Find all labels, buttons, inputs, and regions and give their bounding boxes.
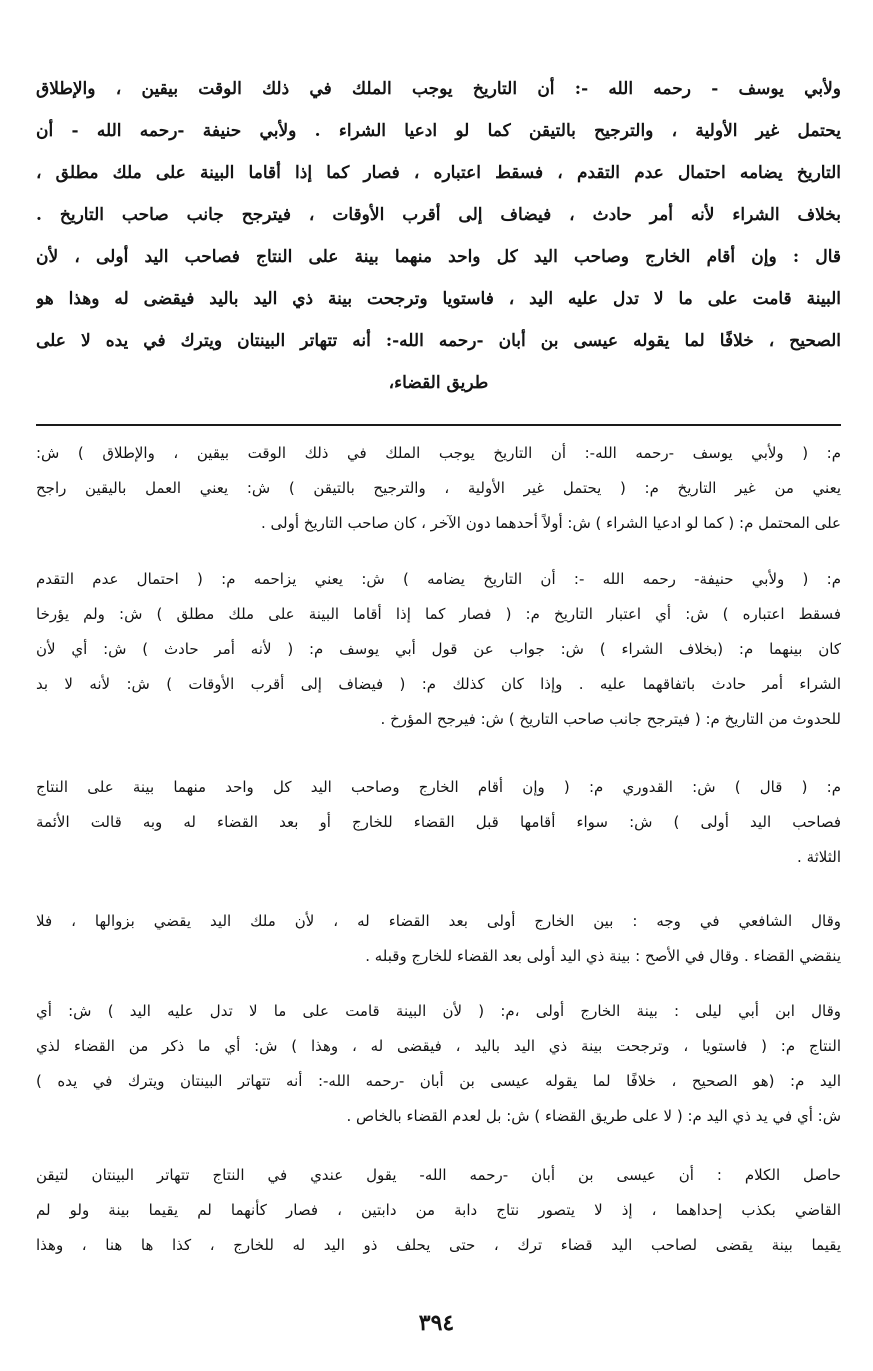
commentary-paragraph: [36, 770, 841, 875]
commentary-line: فصاحب اليد أولى ) ش: سواء أقامها قبل القضاء للخارج أو بعد القضاء له وبه قالت الأئمة: [36, 813, 841, 831]
commentary-paragraph: [36, 994, 841, 1134]
main-text-line: طريق القضاء،: [388, 373, 489, 393]
commentary-line: فسقط اعتباره ) ش: أي اعتبار التاريخ م: ( فصار كما إذا أقاما البينة على ملك مطلق ) ش: ولم يؤرخا: [36, 605, 841, 623]
commentary-paragraph: [36, 562, 841, 737]
commentary-line: م: ( ولأبي يوسف -رحمه الله-: أن التاريخ يوجب الملك في ذلك الوقت بيقين ، والإطلاق ) ش:: [36, 444, 841, 462]
commentary-paragraph: [36, 904, 841, 974]
commentary-line: النتاج م: ( فاستويا ، وترجحت بينة ذي اليد باليد ، فيقضى له ، وهذا ) ش: أي ما ذكر من القضاء لذي: [36, 1037, 841, 1055]
main-text-line: التاريخ يضامه احتمال عدم التقدم ، فسقط اعتباره ، فصار كما إذا أقاما البينة على ملك مطلق ،: [36, 163, 841, 183]
commentary-line: للحدوث من التاريخ م: ( فيترجح جانب صاحب التاريخ ) ش: فيرجح المؤرخ .: [380, 710, 841, 728]
page-number: ٣٩٤: [418, 1310, 455, 1336]
main-text-line: البينة قامت على ما لا تدل عليه اليد ، فاستويا وترجحت بينة ذي اليد باليد فيقضى له وهذا هو: [36, 289, 841, 309]
commentary-line: يعني من غير التاريخ م: ( يحتمل غير الأولية ، والترجيح بالتيقن ) ش: يعني العمل باليقين راجح: [36, 479, 841, 497]
commentary-line: يقيما بينة يقضى لصاحب اليد قضاء ترك ، حتى يحلف ذو اليد له للخارج ، كذا ها هنا ، وهذا: [36, 1236, 841, 1254]
main-text-line: يحتمل غير الأولية ، والترجيح بالتيقن كما لو ادعيا الشراء . ولأبي حنيفة -رحمه الله - أن: [36, 121, 841, 141]
commentary-line: ينقضي القضاء . وقال في الأصح : بينة ذي اليد أولى بعد القضاء للخارج وقبله .: [365, 947, 841, 965]
commentary-line: الشراء أمر حادث باتفاقهما عليه . وإذا كان كذلك م: ( فيضاف إلى أقرب الأوقات ) ش: لأنه لا بد: [36, 675, 841, 693]
commentary-line: وقال الشافعي في وجه : بين الخارج أولى بعد القضاء له ، لأن ملك اليد يقضي بزوالها ، فلا: [36, 912, 841, 930]
commentary-line: على المحتمل م: ( كما لو ادعيا الشراء ) ش: أولاً أحدهما دون الآخر ، كان صاحب التاريخ أولى .: [261, 514, 841, 532]
commentary-line: اليد م: (هو الصحيح ، خلافًا لما يقوله عيسى بن أبان -رحمه الله-: أنه تتهاتر البينتان ويترك في يده ): [36, 1072, 841, 1090]
commentary-line: كان بينهما م: (بخلاف الشراء ) ش: جواب عن قول أبي يوسف م: ( لأنه أمر حادث ) ش: أي لأن: [36, 640, 841, 658]
commentary-line: ش: أي في يد ذي اليد م: ( لا على طريق القضاء ) ش: بل لعدم القضاء بالخاص .: [346, 1107, 841, 1125]
main-text-line: الصحيح ، خلافًا لما يقوله عيسى بن أبان -رحمه الله-: أنه تتهاتر البينتان ويترك في يده لا على: [36, 331, 841, 351]
separator-rule: [36, 424, 841, 426]
commentary-line: م: ( ولأبي حنيفة- رحمه الله -: أن التاريخ يضامه ) ش: يعني يزاحمه م: ( احتمال عدم التقدم: [36, 570, 841, 588]
main-text-line: ولأبي يوسف - رحمه الله -: أن التاريخ يوجب الملك في ذلك الوقت بيقين ، والإطلاق: [36, 79, 841, 99]
commentary-line: القاضي بكذب إحداهما ، إذ لا يتصور نتاج دابة من دابتين ، فصار كأنهما لم يقيما بينة ولو لم: [36, 1201, 841, 1219]
commentary-paragraph: [36, 1158, 841, 1263]
main-text-block: [36, 68, 841, 404]
main-text-line: قال : وإن أقام الخارج وصاحب اليد كل واحد منهما بينة على النتاج فصاحب اليد أولى ، لأن: [36, 247, 841, 267]
commentary-line: الثلاثة .: [797, 848, 841, 866]
commentary-line: وقال ابن أبي ليلى : بينة الخارج أولى ،م: ( لأن البينة قامت على ما لا تدل عليه اليد ) ش: أي: [36, 1002, 841, 1020]
commentary-paragraph: [36, 436, 841, 541]
commentary-line: م: ( قال ) ش: القدوري م: ( وإن أقام الخارج وصاحب اليد كل واحد منهما بينة على النتاج: [36, 778, 841, 796]
commentary-line: حاصل الكلام : أن عيسى بن أبان -رحمه الله- يقول عندي في النتاج تتهاتر البينتان لتيقن: [36, 1166, 841, 1184]
main-text-line: بخلاف الشراء لأنه أمر حادث ، فيضاف إلى أقرب الأوقات ، فيترجح جانب صاحب التاريخ .: [36, 205, 841, 225]
